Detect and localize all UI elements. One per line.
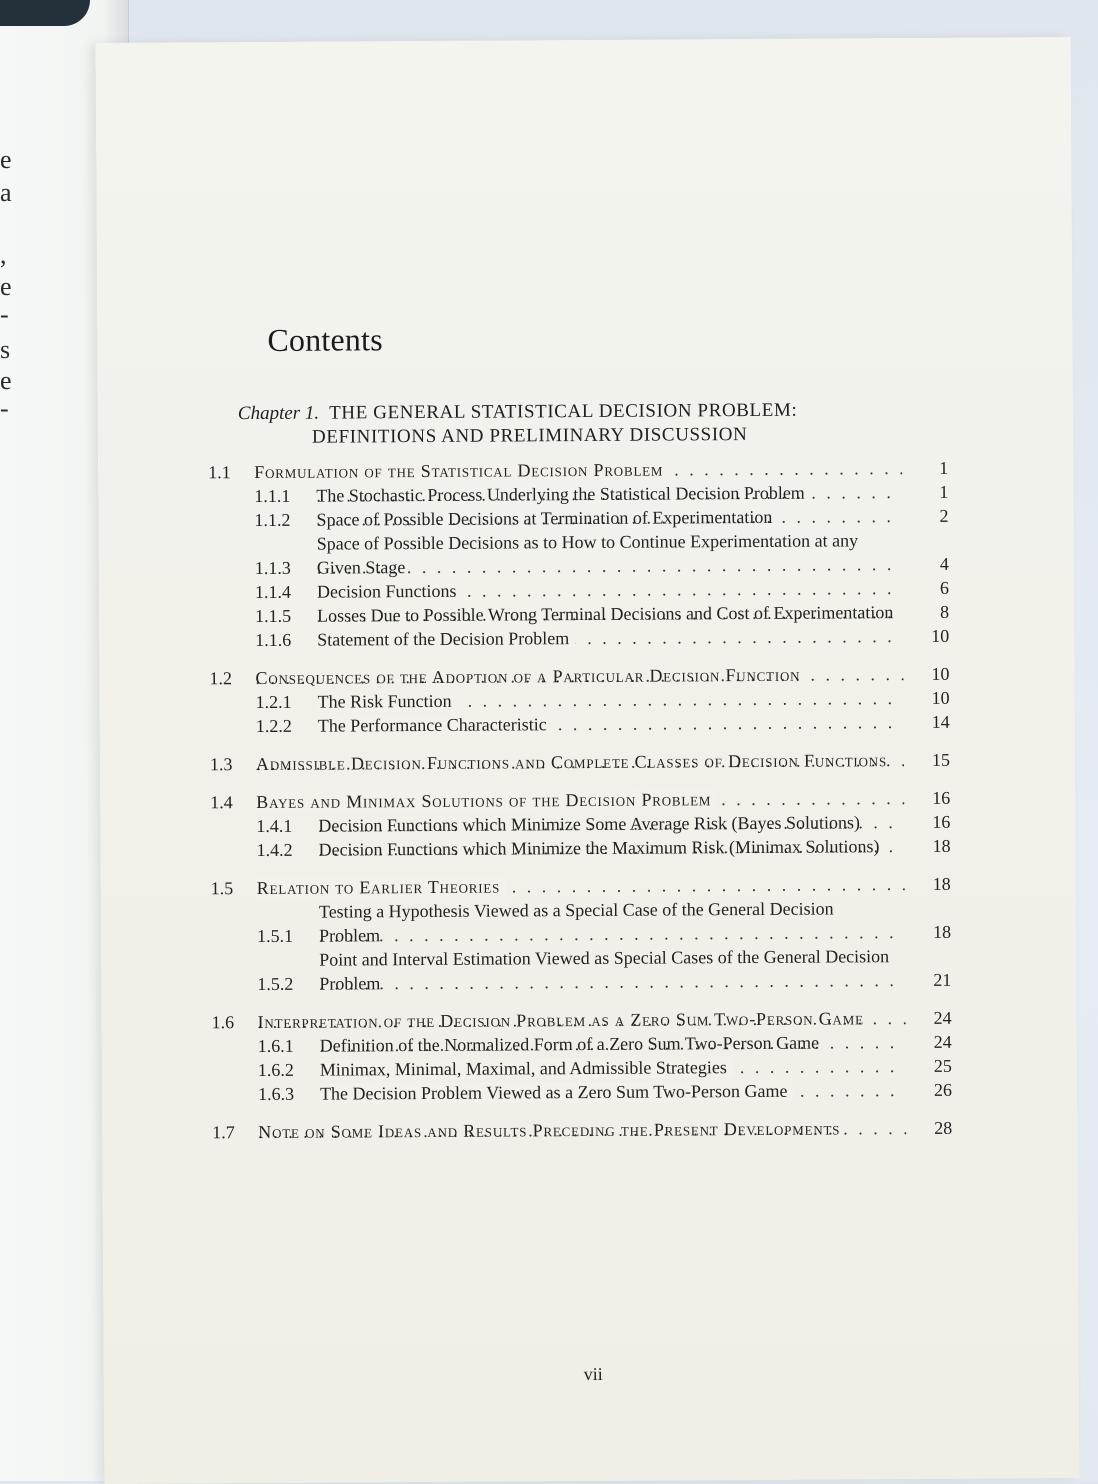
toc-subsection-row[interactable] (211, 896, 951, 949)
toc-entry-page: 2 (939, 505, 949, 526)
toc-subsection-row[interactable] (209, 528, 949, 581)
toc-entry-title: The Stochastic Process Underlying the Statistical Decision Problem (316, 482, 805, 506)
left-page-fragment: e (0, 145, 12, 174)
toc-entry-title: Admissible Decision Functions and Complete Classes of Decision Functions (255, 750, 888, 775)
toc-leader-dots (319, 896, 905, 948)
toc-entry-page: 26 (933, 1079, 953, 1100)
toc-section (210, 748, 950, 777)
toc-entry-title: Testing a Hypothesis Viewed as a Special Case of the General Decision Problem (318, 898, 834, 946)
toc-subsection-row[interactable] (209, 624, 949, 653)
toc-entry-title: Decision Functions (317, 581, 463, 602)
page-title: Contents (267, 321, 383, 358)
page-number: vii (583, 1363, 603, 1385)
left-page-fragment: e (0, 272, 12, 301)
toc-subsection-row[interactable] (211, 944, 951, 997)
toc-entry-title: Formulation of the Statistical Decision Problem (254, 459, 669, 482)
toc-entry-page: 1 (939, 457, 949, 478)
left-page-fragment: , (0, 240, 7, 269)
toc-section (209, 662, 949, 739)
chapter-heading (238, 398, 918, 450)
toc-entry-title: Statement of the Decision Problem (317, 628, 575, 650)
table-of-contents (208, 456, 952, 1159)
left-page-fragment: e (0, 366, 12, 395)
toc-entry-title: The Performance Characteristic (318, 714, 553, 735)
toc-leader-dots (320, 1054, 906, 1082)
toc-entry-title: Definition of the Normalized Form of a Zero Sum Two-Person Game (319, 1032, 820, 1056)
toc-leader-dots (317, 624, 903, 652)
toc-entry-page: 8 (940, 601, 950, 622)
toc-entry-title: The Decision Problem Viewed as a Zero Sum Two-Person Game (320, 1081, 794, 1104)
toc-entry-number: 1.1.2 (254, 509, 291, 531)
toc-entry-number: 1.2.1 (255, 691, 292, 713)
toc-entry-number: 1.4.2 (256, 839, 293, 861)
toc-entry-page: 25 (933, 1055, 952, 1076)
toc-entry-title: Bayes and Minimax Solutions of the Decision Problem (256, 789, 717, 812)
toc-entry-page: 10 (931, 663, 950, 684)
book-cover-edge (0, 0, 90, 26)
toc-entry-page: 15 (931, 749, 951, 770)
toc-leader-dots (318, 834, 904, 862)
toc-leader-dots (316, 504, 902, 532)
toc-entry-title: Decision Functions which Minimize the Maximum Risk (Minimax Solutions) (318, 836, 880, 860)
toc-leader-dots (320, 1030, 906, 1058)
toc-entry-number: 1.1.6 (255, 629, 292, 651)
toc-entry-number: 1.2.2 (255, 715, 292, 737)
toc-leader-dots (318, 710, 904, 738)
toc-entry-title: Space of Possible Decisions as to How to Continue Experimentation at any Given Stage (316, 530, 859, 578)
toc-entry-number: 1.6.1 (257, 1035, 294, 1057)
toc-subsection-row[interactable] (210, 710, 950, 739)
toc-entry-number: 1.1.1 (254, 485, 291, 507)
toc-entry-number: 1.1.5 (255, 605, 292, 627)
toc-section (211, 872, 952, 997)
toc-entry-title: Relation to Earlier Theories (257, 876, 506, 898)
toc-entry-page: 16 (932, 787, 951, 808)
toc-entry-number: 1.4.1 (256, 815, 293, 837)
toc-subsection-row[interactable] (210, 834, 950, 863)
toc-entry-title: Space of Possible Decisions at Termination of Experimentation (316, 506, 773, 530)
toc-entry-page: 6 (939, 577, 950, 598)
toc-section-row[interactable] (212, 1116, 952, 1145)
toc-entry-page: 10 (931, 687, 950, 708)
chapter-title-line2: DEFINITIONS AND PRELIMINARY DISCUSSION (311, 424, 748, 448)
toc-leader-dots (317, 576, 903, 604)
toc-entry-number: 1.6.3 (257, 1083, 295, 1105)
toc-entry-title: The Risk Function (318, 691, 458, 712)
toc-subsection-row[interactable] (212, 1078, 952, 1107)
toc-section (208, 456, 949, 653)
toc-entry-page: 28 (934, 1117, 953, 1138)
toc-entry-page: 24 (933, 1031, 952, 1052)
left-page-fragment: a (0, 178, 12, 207)
chapter-label: Chapter 1. (237, 402, 320, 425)
left-page-fragment: - (0, 300, 9, 329)
toc-entry-number: 1.3 (209, 754, 233, 775)
toc-leader-dots (317, 528, 903, 580)
toc-entry-page: 18 (932, 835, 951, 856)
toc-entry-number: 1.2 (209, 668, 233, 689)
toc-entry-page: 18 (932, 921, 952, 942)
toc-leader-dots (317, 600, 903, 628)
toc-entry-page: 4 (939, 553, 949, 574)
toc-entry-number: 1.6 (211, 1012, 235, 1033)
toc-entry-title: Losses Due to Possible Wrong Terminal Decisions and Cost of Experimentation (317, 602, 894, 626)
toc-section (210, 786, 950, 863)
toc-entry-number: 1.5.1 (257, 925, 294, 947)
toc-entry-number: 1.6.2 (257, 1059, 294, 1081)
toc-section-row[interactable] (210, 748, 950, 777)
toc-entry-number: 1.1.4 (254, 581, 292, 603)
toc-leader-dots (318, 810, 904, 838)
toc-section (212, 1116, 952, 1145)
toc-entry-number: 1.5 (210, 878, 234, 899)
contents-page (96, 37, 1080, 1484)
toc-entry-page: 21 (933, 969, 952, 990)
toc-entry-title: Point and Interval Estimation Viewed as Special Cases of the General Decision Problem (319, 946, 890, 994)
toc-entry-page: 24 (933, 1007, 952, 1028)
toc-leader-dots (316, 480, 902, 508)
left-page-fragment: s (0, 335, 11, 364)
toc-entry-page: 16 (932, 811, 951, 832)
toc-entry-number: 1.1.3 (254, 557, 291, 579)
toc-entry-page: 1 (939, 481, 949, 502)
toc-entry-number: 1.5.2 (257, 973, 294, 995)
toc-entry-page: 10 (931, 625, 950, 646)
toc-entry-title: Note on Some Ideas and Results Preceding the Present Developments (258, 1118, 841, 1143)
toc-leader-dots (256, 748, 904, 776)
chapter-title-line1: THE GENERAL STATISTICAL DECISION PROBLEM: (329, 399, 798, 424)
toc-leader-dots (258, 1116, 906, 1144)
toc-entry-title: Minimax, Minimal, Maximal, and Admissible Strategies (320, 1057, 733, 1080)
toc-entry-title: Consequences of the Adoption of a Particular Decision Function (255, 664, 801, 689)
toc-leader-dots (319, 944, 905, 996)
toc-entry-number: 1.7 (212, 1122, 235, 1143)
left-page-fragment: - (0, 394, 9, 423)
toc-entry-page: 18 (932, 873, 951, 894)
toc-entry-number: 1.1 (208, 462, 231, 483)
toc-leader-dots (320, 1078, 906, 1106)
toc-leader-dots (318, 686, 904, 714)
toc-entry-page: 14 (931, 711, 950, 732)
toc-entry-title: Decision Functions which Minimize Some Average Risk (Bayes Solutions) (318, 812, 861, 836)
toc-entry-number: 1.4 (210, 792, 233, 813)
toc-entry-title: Interpretation of the Decision Problem as a Zero Sum Two-Person Game (257, 1008, 864, 1033)
toc-section (212, 1006, 953, 1107)
